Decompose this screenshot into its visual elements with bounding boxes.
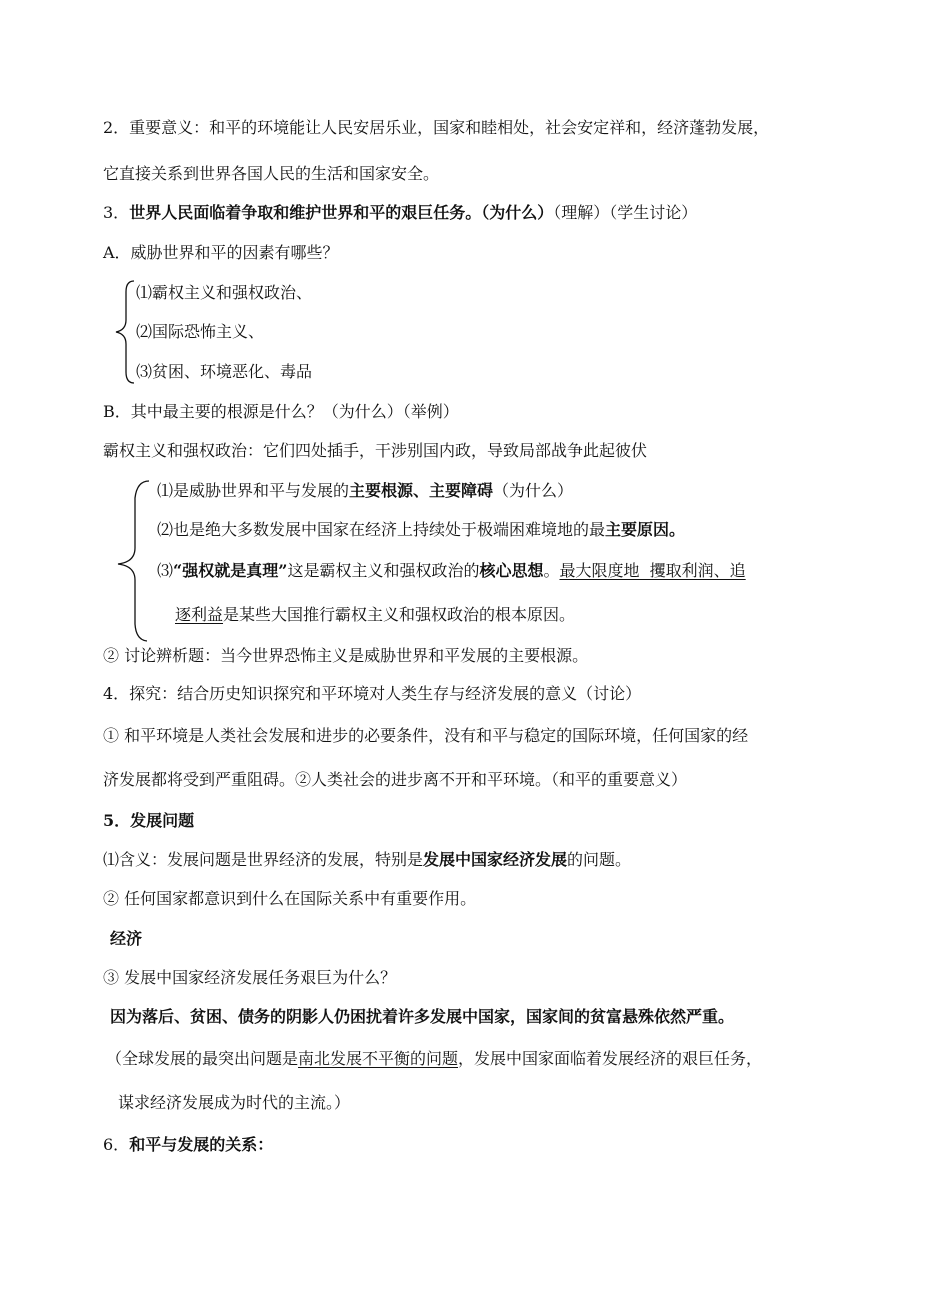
reason-3: ⑶“强权就是真理”这是霸权主义和强权政治的核心思想。最大限度地 攫取利润、追 xyxy=(157,561,746,580)
heading-5: 5．发展问题 xyxy=(103,811,195,830)
question-a: A．威胁世界和平的因素有哪些？ xyxy=(103,243,339,262)
peace-env-para: ① 和平环境是人类社会发展和进步的必要条件，没有和平与稳定的国际环境，任何国家的经 xyxy=(103,726,749,745)
left-brace-icon xyxy=(112,278,138,386)
reason-3-cont: 逐利益是某些大国推行霸权主义和强权政治的根本原因。 xyxy=(175,605,576,624)
question-economy: ② 任何国家都意识到什么在国际关系中有重要作用。 xyxy=(103,889,477,908)
heading-3-number: 3． xyxy=(103,203,130,222)
answer-difficulty: 因为落后、贫困、债务的阴影人仍困扰着许多发展中国家，国家间的贫富悬殊依然严重。 xyxy=(110,1007,735,1026)
paragraph-significance: 2．重要意义：和平的环境能让人民安居乐业，国家和睦相处，社会安定祥和，经济蓬勃发展， xyxy=(103,118,770,137)
factor-3: ⑶贫困、环境恶化、毒品 xyxy=(136,362,313,381)
factor-1: ⑴霸权主义和强权政治、 xyxy=(136,283,313,302)
note-north-south-cont: 谋求经济发展成为时代的主流。） xyxy=(118,1093,351,1112)
question-b: B．其中最主要的根源是什么？（为什么）（举例） xyxy=(103,402,459,421)
left-brace-icon xyxy=(113,478,155,644)
heading-3-note: （理解）（学生讨论） xyxy=(553,203,698,222)
question-difficulty: ③ 发展中国家经济发展任务艰巨为什么？ xyxy=(103,968,397,987)
answer-economy: 经济 xyxy=(110,929,143,948)
definition: ⑴含义：发展问题是世界经济的发展，特别是发展中国家经济发展的问题。 xyxy=(103,850,632,869)
factor-2: ⑵国际恐怖主义、 xyxy=(136,322,265,341)
reason-2: ⑵也是绝大多数发展中国家在经济上持续处于极端困难境地的最主要原因。 xyxy=(157,520,686,539)
note-north-south: （全球发展的最突出问题是南北发展不平衡的问题，发展中国家面临着发展经济的艰巨任务， xyxy=(106,1049,763,1068)
paragraph-significance-cont: 它直接关系到世界各国人民的生活和国家安全。 xyxy=(103,164,440,183)
heading-3-title: 世界人民面临着争取和维护世界和平的艰巨任务。（为什么） xyxy=(129,203,554,222)
heading-4: 4．探究：结合历史知识探究和平环境对人类生存与经济发展的意义（讨论） xyxy=(103,684,642,703)
reason-1: ⑴是威胁世界和平与发展的主要根源、主要障碍（为什么） xyxy=(157,481,574,500)
discussion-question: ② 讨论辨析题：当今世界恐怖主义是威胁世界和平发展的主要根源。 xyxy=(103,646,589,665)
heading-6: 6．和平与发展的关系： xyxy=(103,1135,274,1154)
hegemony-desc: 霸权主义和强权政治：它们四处插手，干涉别国内政，导致局部战争此起彼伏 xyxy=(103,441,648,460)
heading-3 xyxy=(103,202,697,224)
peace-env-para-cont: 济发展都将受到严重阻碍。②人类社会的进步离不开和平环境。（和平的重要意义） xyxy=(103,770,688,789)
